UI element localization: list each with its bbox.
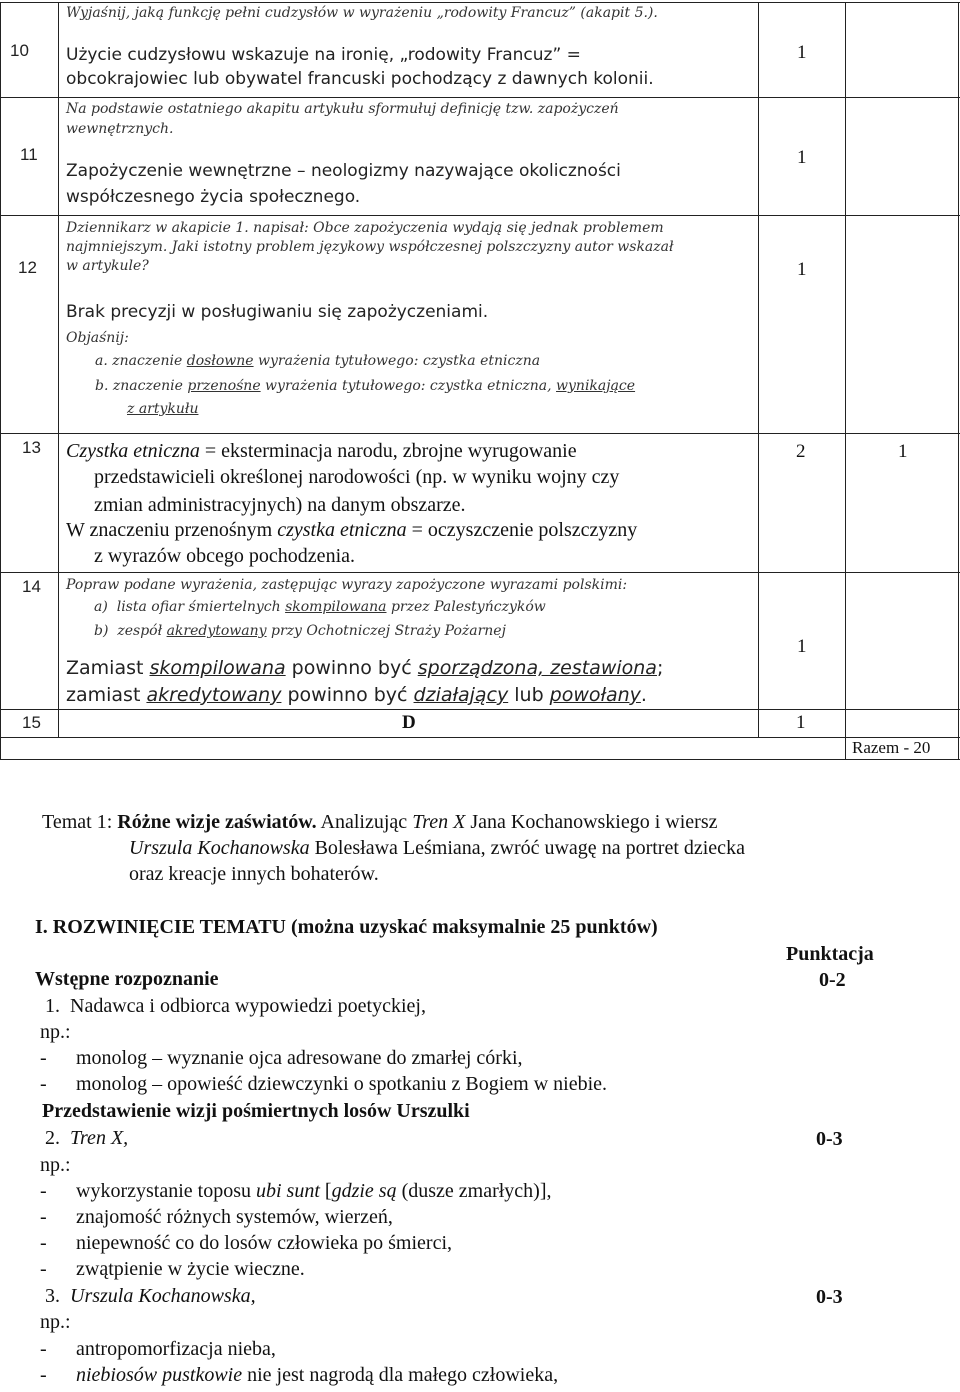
example-item: niepewność co do losów człowieka po śmierci, bbox=[76, 1232, 453, 1254]
table-border-left bbox=[0, 2, 1, 759]
topic-line: Urszula Kochanowska Bolesława Leśmiana, zwróć uwagę na portret dziecka bbox=[129, 837, 745, 859]
explain-label: Objaśnij: bbox=[66, 330, 129, 346]
answer-line: z wyrazów obcego pochodzenia. bbox=[94, 545, 355, 567]
list-dash: - bbox=[40, 1047, 47, 1069]
list-item: b. znaczenie przenośne wyrażenia tytułowego: czystka etniczna, wynikające bbox=[95, 378, 636, 394]
example-item: zwątpienie w życie wieczne. bbox=[76, 1258, 305, 1280]
question-number: 10 bbox=[10, 41, 29, 60]
list-item-continued: z artykułu bbox=[127, 401, 199, 417]
answer-line: Czystka etniczna = eksterminacja narodu, zbrojne wyrugowanie bbox=[66, 440, 577, 462]
question-text: Na podstawie ostatniego akapitu artykułu sformułuj definicję tzw. zapożyczeń bbox=[66, 101, 619, 117]
points: 1 bbox=[797, 259, 807, 280]
example-item: monolog – opowieść dziewczynki o spotkaniu z Bogiem w niebie. bbox=[76, 1073, 608, 1095]
question-text: Dziennikarz w akapicie 1. napisał: Obce zapożyczenia wydają się jednak problemem bbox=[66, 220, 664, 236]
answer-line: obcokrajowiec lub obywatel francuski pochodzący z dawnych kolonii. bbox=[66, 69, 654, 89]
points-range: 0-3 bbox=[816, 1128, 843, 1150]
topic-title: Różne wizje zaświatów. bbox=[117, 811, 317, 833]
list-item: b) zespół akredytowany przy Ochotniczej Straży Pożarnej bbox=[94, 623, 506, 639]
row-divider bbox=[0, 737, 960, 738]
column-divider bbox=[845, 2, 846, 759]
section-heading: I. ROZWINIĘCIE TEMATU (można uzyskać maksymalnie 25 punktów) bbox=[35, 916, 658, 938]
points-range: 0-2 bbox=[819, 969, 846, 991]
question-text: najmniejszym. Jaki istotny problem językowy współczesnej polszczyzny autor wskazał bbox=[66, 239, 674, 255]
list-item: a. znaczenie dosłowne wyrażenia tytułowego: czystka etniczna bbox=[95, 353, 541, 369]
answer-line: Użycie cudzysłowu wskazuje na ironię, „rodowity Francuz” = bbox=[66, 45, 581, 65]
question-text: Wyjaśnij, jaką funkcję pełni cudzysłów w wyrażeniu „rodowity Francuz” (akapit 5.). bbox=[66, 5, 658, 21]
row-divider bbox=[0, 97, 960, 98]
list-marker: a. bbox=[95, 353, 108, 369]
subheading: Wstępne rozpoznanie bbox=[35, 968, 219, 990]
question-text: w artykule? bbox=[66, 258, 149, 274]
row-divider bbox=[0, 215, 960, 216]
column-divider bbox=[758, 2, 759, 737]
column-divider bbox=[58, 2, 59, 737]
answer-line: Zamiast skompilowana powinno być sporządzona, zestawiona; bbox=[66, 657, 664, 679]
example-label: np.: bbox=[40, 1311, 71, 1333]
list-item: a) lista ofiar śmiertelnych skompilowana przez Palestyńczyków bbox=[94, 599, 546, 615]
example-label: np.: bbox=[40, 1021, 71, 1043]
list-dash: - bbox=[40, 1364, 47, 1386]
list-marker: b) bbox=[94, 623, 109, 639]
answer-line: Zapożyczenie wewnętrzne – neologizmy nazywające okoliczności bbox=[66, 161, 621, 181]
points: 2 bbox=[796, 441, 806, 462]
question-number: 13 bbox=[22, 438, 41, 457]
points-range: 0-3 bbox=[816, 1286, 843, 1308]
list-dash: - bbox=[40, 1073, 47, 1095]
list-marker: a) bbox=[94, 599, 108, 615]
answer-line: przedstawicieli określonej narodowości (np. w wyniku wojny czy bbox=[94, 466, 620, 488]
answer-line: zamiast akredytowany powinno być działający lub powołany. bbox=[66, 684, 647, 706]
points: 1 bbox=[796, 712, 806, 733]
row-divider bbox=[0, 433, 960, 434]
answer-line: W znaczeniu przenośnym czystka etniczna = oczyszczenie polszczyzny bbox=[66, 519, 638, 541]
question-number: 11 bbox=[20, 145, 38, 164]
example-item: wykorzystanie toposu ubi sunt [gdzie są (dusze zmarłych)], bbox=[76, 1180, 552, 1202]
row-divider bbox=[0, 709, 960, 710]
list-dash: - bbox=[40, 1258, 47, 1280]
points-secondary: 1 bbox=[898, 441, 908, 462]
table-border-bottom bbox=[0, 759, 960, 760]
example-label: np.: bbox=[40, 1154, 71, 1176]
subheading: Przedstawienie wizji pośmiertnych losów Urszulki bbox=[42, 1100, 470, 1122]
criterion-item: 2. Tren X, bbox=[45, 1127, 129, 1149]
example-item: znajomość różnych systemów, wierzeń, bbox=[76, 1206, 393, 1228]
answer-line: zmian administracyjnych) na danym obszarze. bbox=[94, 494, 466, 516]
points: 1 bbox=[797, 636, 807, 657]
example-item: antropomorfizacja nieba, bbox=[76, 1338, 276, 1360]
topic-line: Temat 1: Różne wizje zaświatów. Analizując Tren X Jana Kochanowskiego i wiersz bbox=[42, 811, 718, 833]
answer-line: współczesnego życia społecznego. bbox=[66, 187, 361, 207]
list-dash: - bbox=[40, 1232, 47, 1254]
table-border-top bbox=[0, 2, 960, 3]
question-number: 12 bbox=[18, 258, 37, 277]
question-text: wewnętrznych. bbox=[66, 121, 174, 137]
example-item: niebiosów pustkowie nie jest nagrodą dla małego człowieka, bbox=[76, 1364, 559, 1386]
list-marker: b. bbox=[95, 378, 109, 394]
table-border-right bbox=[958, 2, 959, 759]
points: 1 bbox=[797, 147, 807, 168]
topic-line: oraz kreacje innych bohaterów. bbox=[129, 863, 379, 885]
question-number: 14 bbox=[22, 577, 41, 596]
total-score: Razem - 20 bbox=[852, 738, 931, 757]
row-divider bbox=[0, 572, 960, 573]
criterion-item: 1. Nadawca i odbiorca wypowiedzi poetyckiej, bbox=[45, 995, 426, 1017]
answer-line: Brak precyzji w posługiwaniu się zapożyczeniami. bbox=[66, 302, 489, 322]
question-number: 15 bbox=[22, 713, 41, 732]
question-text: Popraw podane wyrażenia, zastępując wyrazy zapożyczone wyrazami polskimi: bbox=[66, 577, 628, 593]
points-column-label: Punktacja bbox=[786, 943, 874, 965]
example-item: monolog – wyznanie ojca adresowane do zmarłej córki, bbox=[76, 1047, 523, 1069]
list-dash: - bbox=[40, 1180, 47, 1202]
points: 1 bbox=[797, 42, 807, 63]
criterion-item: 3. Urszula Kochanowska, bbox=[45, 1285, 256, 1307]
list-dash: - bbox=[40, 1338, 47, 1360]
list-dash: - bbox=[40, 1206, 47, 1228]
answer-letter: D bbox=[402, 712, 416, 733]
